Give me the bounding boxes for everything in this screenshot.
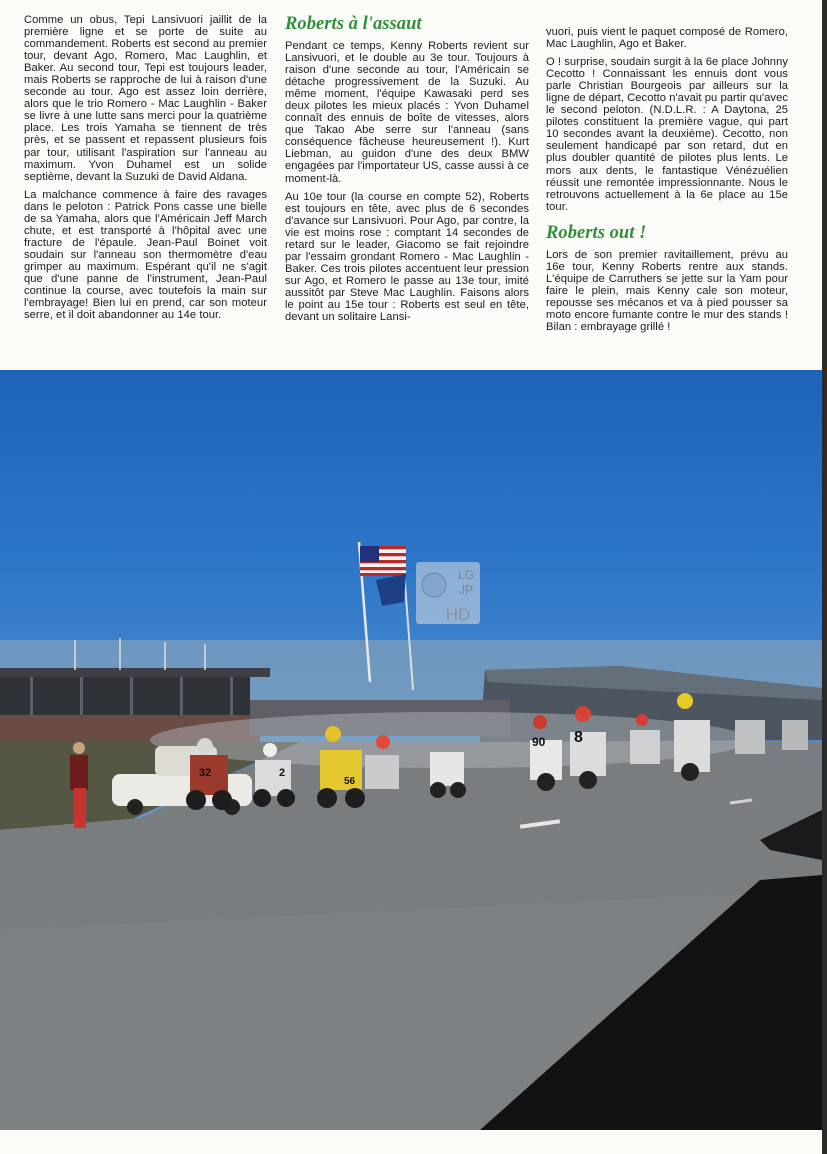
paragraph: O ! surprise, soudain surgit à la 6e place Johnny Cecotto ! Connaissant les ennuis dont vous parle Christian Bourgeois par ailleurs sur la ligne de départ, Cecotto n'avait pu partir qu'avec le second peloton. (N.D.L.R. : A Daytona, 25 pilotes constituent la première vague, qui part 10 secondes avant la deuxième). Cecotto, non seulement handicapé par son retard, dut en plus doubler quantité de pilotes plus lents. Le mors aux dents, le fantastique Vénézuélien réussit une remontée impressionnante. Nous le retrouvons actuellement à la 6e place au 15e tour. bbox=[546, 56, 788, 213]
paragraph: Comme un obus, Tepi Lansivuori jaillit de la première ligne et se porte de suite au commandement. Roberts est second au premier tour, devant Ago, Romero, Mac Laughlin, et Baker. Au second tour, Tepi est toujours leader, mais Roberts se rapproche de lui à raison d'une seconde au tour. Ago est assez loin derrière, alors que le trio Romero - Mac Laughlin - Baker se livre à une lutte sans merci pour la quatrième place. Les trois Yamaha se tiennent de très près, et se passent et repassent plusieurs fois par tour, utilisant l'aspiration sur l'anneau au maximum. Yvon Duhamel est un solide septième, devant la Suzuki de David Aldana. bbox=[24, 14, 267, 183]
american-flag-icon bbox=[360, 546, 406, 576]
paragraph: Pendant ce temps, Kenny Roberts revient sur Lansivuori, et le double au 3e tour. Toujours à raison d'une seconde au tour, l'Américain se détache progressivement de la Suzuki. Au même moment, l'équipe Kawasaki perd ses deux pilotes les mieux placés : Yvon Duhamel connaît des ennuis de boîte de vitesses, alors que Takao Abe serre sur l'anneau (sans conséquence fâcheuse heureusement !). Kurt Liebman, au guidon d'une des deux BMW engagées par l'importateur US, casse aussi à ce moment-là. bbox=[285, 40, 529, 185]
bottom-margin bbox=[0, 1130, 822, 1154]
race-number: 56 bbox=[344, 776, 356, 787]
paragraph: vuori, puis vient le paquet composé de Romero, Mac Laughlin, Ago et Baker. bbox=[546, 26, 788, 51]
paragraph: Au 10e tour (la course en compte 52), Roberts est toujours en tête, avec plus de 6 secondes d'avance sur Lansivuori. Pour Ago, par contre, la vie est moins rose : comptant 14 secondes de retard sur le leader, Giacomo se fait rejoindre par l'essaim grondant Romero - Mac Laughlin - Baker. Ces trois pilotes accentuent leur pression sur Ago, et Romero le passe au 13e tour, imité aussitôt par Steve Mac Laughlin. Faisons alors le point au 15e tour : Roberts est seul en tête, devant un solitaire Lansi- bbox=[285, 190, 529, 324]
article-column-2 bbox=[285, 14, 529, 329]
section-heading-assault: Roberts à l'assaut bbox=[285, 14, 422, 34]
paragraph: La malchance commence à faire des ravages dans le peloton : Patrick Pons casse une bielle de sa Yamaha, alors que l'Américain Jeff March chute, et est transporté à l'hôpital avec une fracture de l'épaule. Jean-Paul Boinet voit soudain sur l'anneau son thermomètre d'eau grimper au maximum. Espérant qu'il ne s'agit que d'une panne de l'instrument, Jean-Paul continue la course, avec toutefois la main sur l'embrayage! Bien lui en prend, car son moteur serre, et il doit abandonner au 14e tour. bbox=[24, 188, 267, 322]
race-number: 90 bbox=[532, 735, 546, 749]
race-number: 32 bbox=[199, 767, 212, 779]
page-edge bbox=[822, 0, 827, 1154]
section-heading-out: Roberts out ! bbox=[546, 222, 647, 243]
article-column-3 bbox=[546, 26, 788, 339]
watermark-text: JP bbox=[458, 583, 474, 597]
race-number: 8 bbox=[574, 729, 583, 746]
race-start-photo bbox=[0, 370, 822, 1130]
watermark-text: LG bbox=[457, 568, 475, 582]
paragraph: Lors de son premier ravitaillement, prévu au 16e tour, Kenny Roberts rentre aux stands. L'équipe de Carruthers se jette sur la Yam pour faire le plein, mais Kenny cale son moteur, repousse ses mécanos et va à pied pousser sa moto encore fumante contre le mur des stands ! Bilan : embrayage grillé ! bbox=[546, 248, 788, 333]
state-flag-icon bbox=[376, 574, 406, 606]
watermark-text: HD bbox=[445, 605, 471, 624]
race-number: 2 bbox=[279, 767, 286, 779]
race-scene-illustration bbox=[0, 370, 822, 1130]
article-column-1 bbox=[24, 14, 267, 327]
